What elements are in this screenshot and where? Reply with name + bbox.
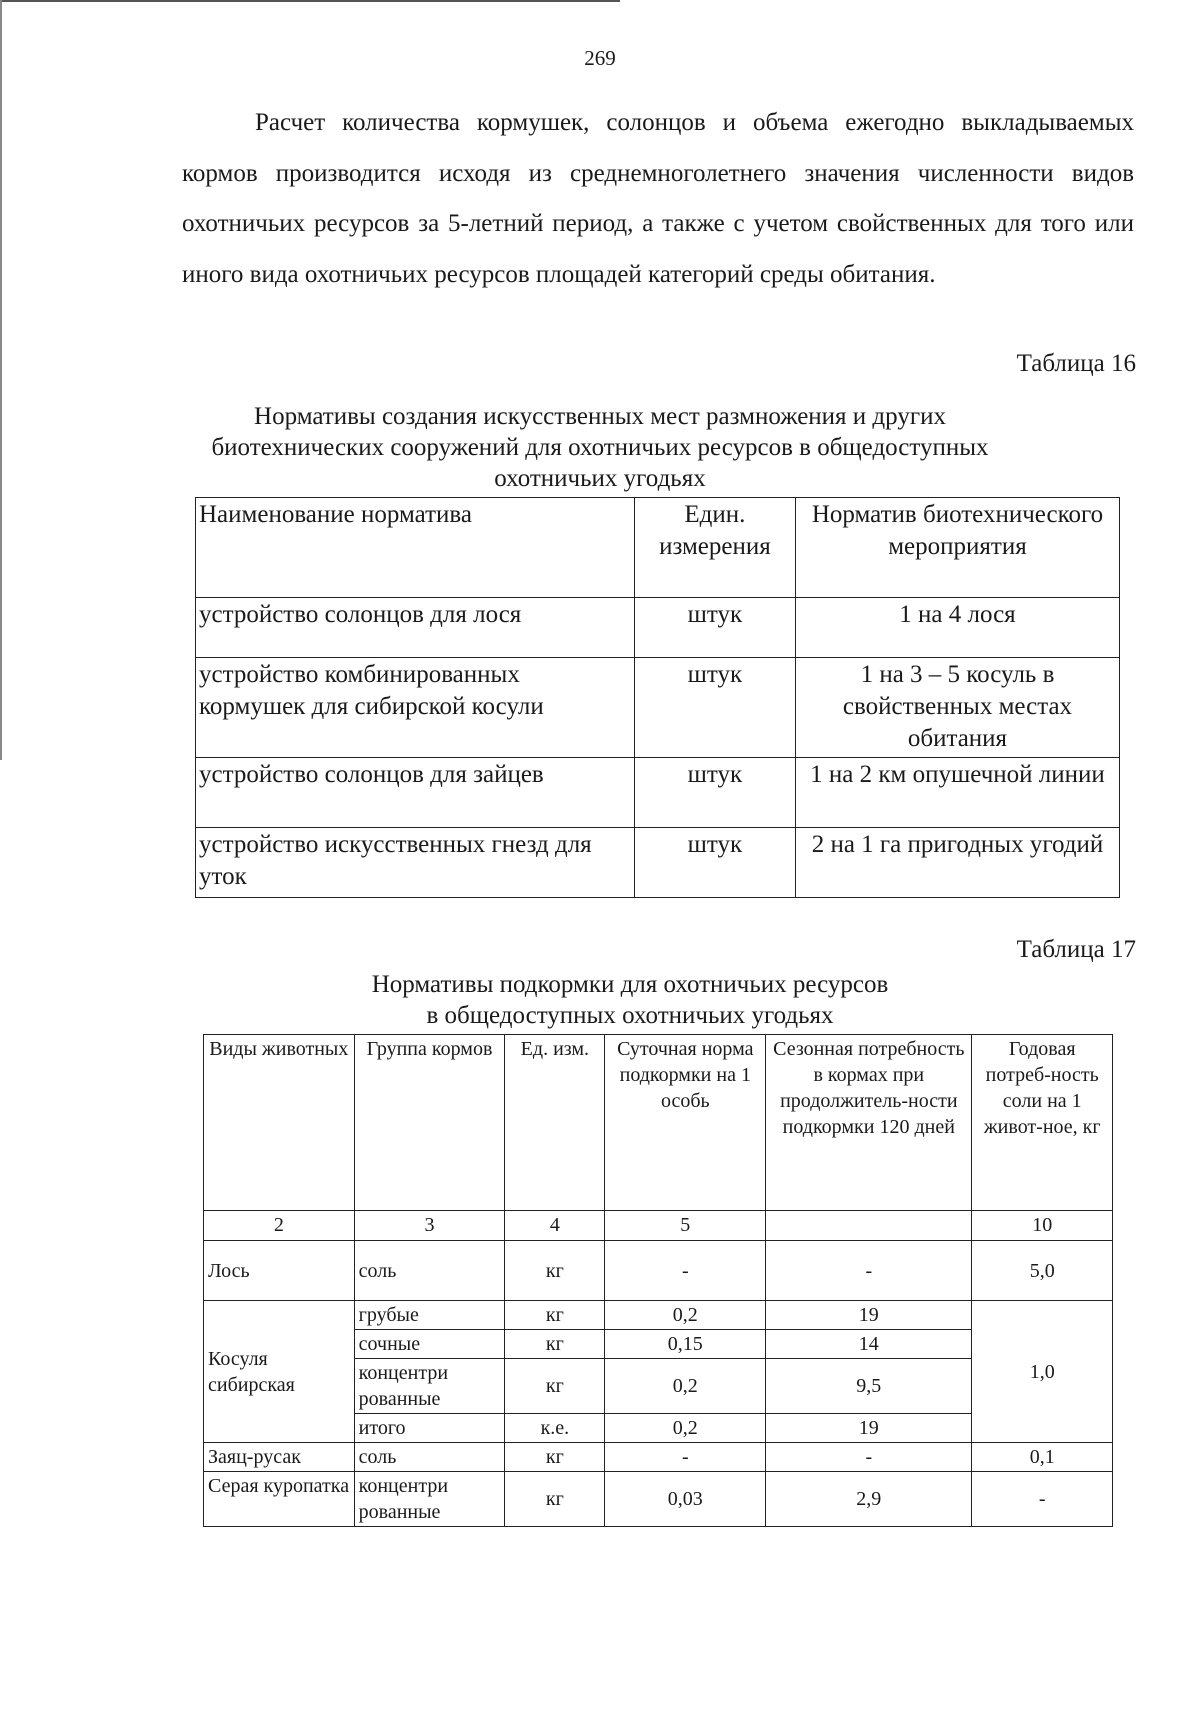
season-cell: 19 — [766, 1301, 972, 1330]
column-number — [766, 1211, 972, 1241]
scan-edge-top — [0, 0, 620, 2]
unit-cell: кг — [505, 1472, 605, 1527]
unit-cell: кг — [505, 1301, 605, 1330]
table-17 — [203, 1034, 1113, 1527]
column-number: 10 — [972, 1211, 1113, 1241]
table-16-header-norm: Норматив биотехнического мероприятия — [795, 498, 1119, 598]
table-row — [196, 658, 1120, 758]
daily-cell: - — [605, 1443, 766, 1472]
table-16-cell-name: устройство комбинированных кормушек для сибирской косули — [196, 658, 635, 758]
table-16-cell-norm: 2 на 1 га пригодных угодий — [795, 828, 1119, 898]
table-17-header-group: Группа кормов — [354, 1035, 505, 1211]
table-16-cell-norm: 1 на 4 лося — [795, 598, 1119, 658]
table-16-header-row — [196, 498, 1120, 598]
table-16-title: Нормативы создания искусственных мест размножения и других биотехнических сооружений для охотничьих ресурсов в общедоступных охотничьих угодьях — [211, 403, 989, 492]
animal-cell: Заяц-русак — [204, 1443, 355, 1472]
unit-cell: кг — [505, 1241, 605, 1301]
table-16-cell-name: устройство солонцов для зайцев — [196, 758, 635, 828]
scan-edge-left — [0, 0, 2, 760]
table-row — [196, 758, 1120, 828]
daily-cell: - — [605, 1241, 766, 1301]
salt-cell: 5,0 — [972, 1241, 1113, 1301]
table-16-cell-unit: штук — [634, 598, 795, 658]
group-cell: концентри рованные — [354, 1472, 505, 1527]
table-17-header-row — [204, 1035, 1113, 1211]
daily-cell: 0,2 — [605, 1359, 766, 1414]
table-17-column-numbers — [204, 1211, 1113, 1241]
unit-cell: к.е. — [505, 1414, 605, 1443]
animal-cell: Лось — [204, 1241, 355, 1301]
group-cell: соль — [354, 1443, 505, 1472]
salt-cell: 1,0 — [972, 1301, 1113, 1443]
animal-cell: Серая куропатка — [204, 1472, 355, 1527]
table-row — [196, 828, 1120, 898]
table-16-cell-unit: штук — [634, 658, 795, 758]
table-16-cell-norm: 1 на 3 – 5 косуль в свойственных местах обитания — [795, 658, 1119, 758]
table-17-header-season: Сезонная потребность в кормах при продолжитель-ности подкормки 120 дней — [766, 1035, 972, 1211]
table-row — [204, 1472, 1113, 1527]
table-16-cell-name: устройство искусственных гнезд для уток — [196, 828, 635, 898]
table-row — [196, 598, 1120, 658]
group-cell: концентри рованные — [354, 1359, 505, 1414]
table-row — [204, 1443, 1113, 1472]
daily-cell: 0,2 — [605, 1414, 766, 1443]
table-17-title-line2: в общедоступных охотничьих угодьях — [426, 1002, 834, 1029]
season-cell: - — [766, 1443, 972, 1472]
table-row — [204, 1241, 1113, 1301]
table-16 — [195, 497, 1120, 898]
table-16-label: Таблица 16 — [1016, 350, 1136, 377]
page-number: 269 — [584, 46, 616, 70]
table-16-cell-unit: штук — [634, 758, 795, 828]
table-17-header-daily: Суточная норма подкормки на 1 особь — [605, 1035, 766, 1211]
season-cell: 9,5 — [766, 1359, 972, 1414]
table-17-header-animal: Виды животных — [204, 1035, 355, 1211]
table-row — [204, 1301, 1113, 1330]
intro-paragraph: Расчет количества кормушек, солонцов и объема ежегодно выкладываемых кормов производится исходя из среднемноголетнего значения численности видов охотничьих ресурсов за 5-летний период, а также с учетом свойственных для того или иного вида охотничьих ресурсов площадей категорий среды обитания. — [182, 109, 1134, 288]
table-17-title-line1: Нормативы подкормки для охотничьих ресурсов — [371, 971, 889, 998]
table-17-title — [300, 969, 960, 1031]
table-17-label: Таблица 17 — [1016, 936, 1136, 963]
salt-cell: - — [972, 1472, 1113, 1527]
column-number: 4 — [505, 1211, 605, 1241]
group-cell: грубые — [354, 1301, 505, 1330]
salt-cell: 0,1 — [972, 1443, 1113, 1472]
unit-cell: кг — [505, 1330, 605, 1359]
table-16-cell-norm: 1 на 2 км опушечной линии — [795, 758, 1119, 828]
table-17-header-unit: Ед. изм. — [505, 1035, 605, 1211]
daily-cell: 0,2 — [605, 1301, 766, 1330]
column-number: 3 — [354, 1211, 505, 1241]
table-16-cell-unit: штук — [634, 828, 795, 898]
daily-cell: 0,15 — [605, 1330, 766, 1359]
daily-cell: 0,03 — [605, 1472, 766, 1527]
unit-cell: кг — [505, 1359, 605, 1414]
group-cell: сочные — [354, 1330, 505, 1359]
animal-cell: Косуля сибирская — [204, 1301, 355, 1443]
table-16-header-unit: Един. измерения — [634, 498, 795, 598]
table-16-header-name: Наименование норматива — [196, 498, 635, 598]
column-number: 2 — [204, 1211, 355, 1241]
group-cell: соль — [354, 1241, 505, 1301]
group-cell: итого — [354, 1414, 505, 1443]
table-17-header-salt: Годовая потреб-ность соли на 1 живот-ное, кг — [972, 1035, 1113, 1211]
table-16-cell-name: устройство солонцов для лося — [196, 598, 635, 658]
season-cell: 2,9 — [766, 1472, 972, 1527]
season-cell: 19 — [766, 1414, 972, 1443]
season-cell: 14 — [766, 1330, 972, 1359]
unit-cell: кг — [505, 1443, 605, 1472]
column-number: 5 — [605, 1211, 766, 1241]
season-cell: - — [766, 1241, 972, 1301]
